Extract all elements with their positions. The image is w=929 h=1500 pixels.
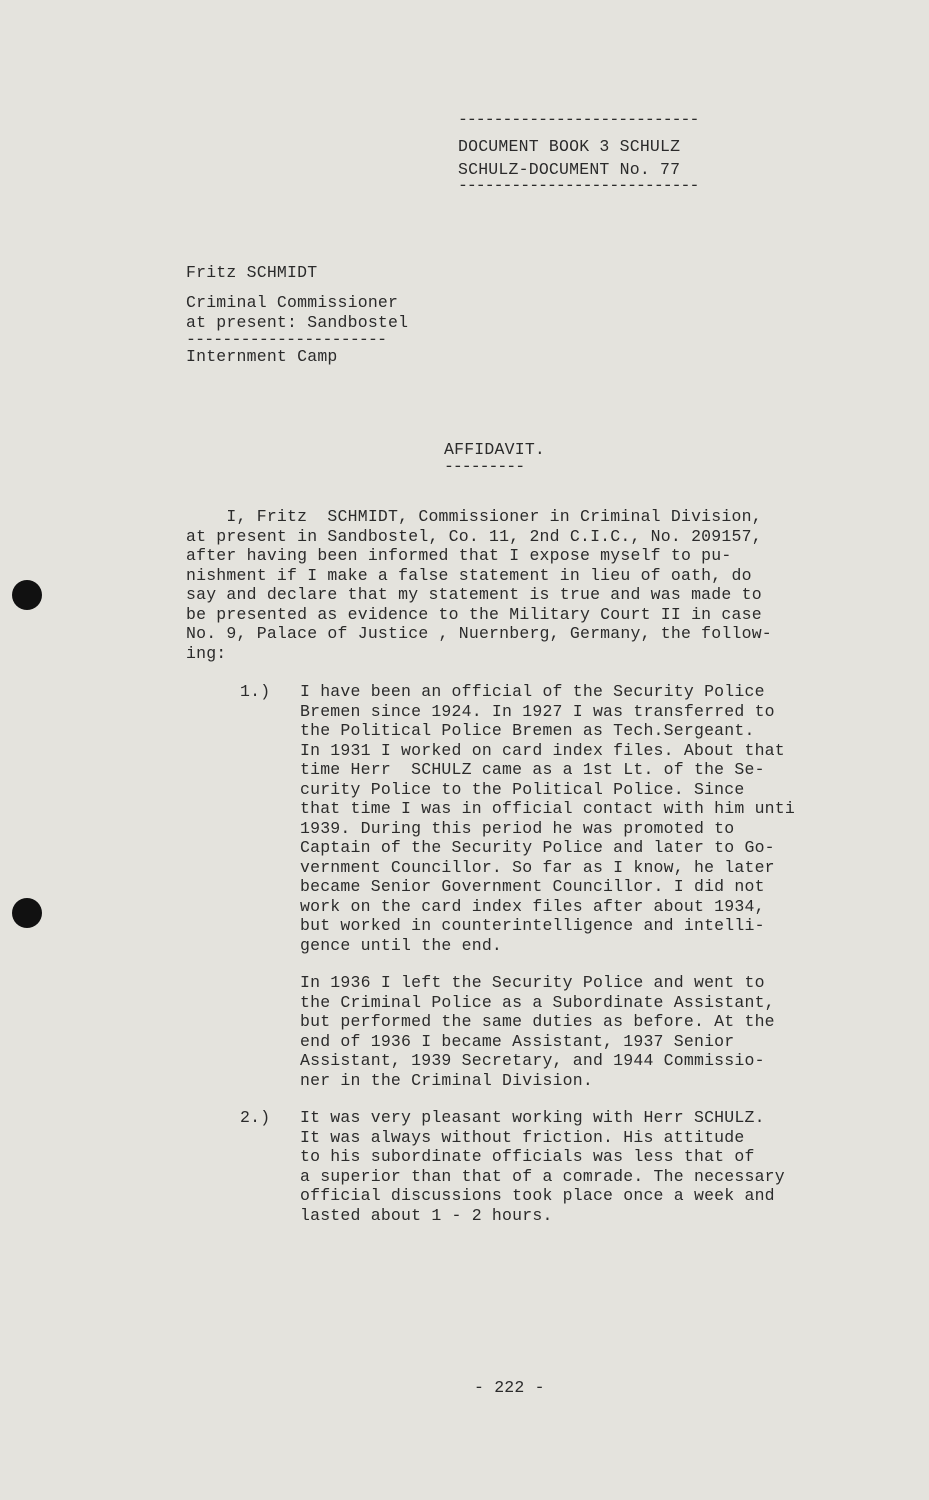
item-line: end of 1936 I became Assistant, 1937 Senior — [300, 1031, 735, 1051]
item-line: gence until the end. — [300, 935, 503, 955]
item-line: to his subordinate officials was less that of — [300, 1147, 755, 1166]
intro-line: No. 9, Palace of Justice , Nuernberg, Germany, the follow- — [186, 624, 772, 643]
header-rule-bottom: --------------------------- — [458, 181, 699, 191]
item-line: In 1936 I left the Security Police and went to — [300, 973, 765, 992]
document-header — [458, 115, 748, 191]
item-line: It was always without friction. His attitude — [300, 1127, 745, 1147]
item-line: the Criminal Police as a Subordinate Assistant, — [300, 992, 775, 1012]
item-line: 1939. During this period he was promoted to — [300, 818, 735, 838]
intro-line: ing: — [186, 643, 227, 663]
intro-line: at present in Sandbostel, Co. 11, 2nd C.I.C., No. 209157, — [186, 526, 762, 546]
item-line: became Senior Government Councillor. I did not — [300, 877, 765, 896]
intro-paragraph — [186, 507, 876, 663]
item-line: Bremen since 1924. In 1927 I was transferred to — [300, 701, 775, 721]
page-number: - 222 - — [474, 1378, 545, 1397]
item-line: the Political Police Bremen as Tech.Sergeant. — [300, 721, 755, 740]
item-line: Assistant, 1939 Secretary, and 1944 Commissio- — [300, 1051, 765, 1070]
item-line: official discussions took place once a week and — [300, 1186, 775, 1205]
intro-line: after having been informed that I expose myself to pu- — [186, 546, 732, 565]
intro-line: say and declare that my statement is true and was made to — [186, 585, 762, 604]
sender-name: Fritz SCHMIDT — [186, 263, 318, 282]
intro-line: I, Fritz SCHMIDT, Commissioner in Criminal Division, — [186, 507, 762, 526]
item-line: It was very pleasant working with Herr SCHULZ. — [300, 1108, 765, 1127]
sender-camp: Internment Camp — [186, 347, 338, 366]
item-line: I have been an official of the Security Police — [300, 682, 765, 701]
item-line: work on the card index files after about 1934, — [300, 896, 765, 916]
punch-hole-bottom — [12, 898, 42, 928]
intro-line: nishment if I make a false statement in lieu of oath, do — [186, 565, 752, 585]
document-title: AFFIDAVIT. — [444, 440, 546, 459]
item-line: time Herr SCHULZ came as a 1st Lt. of the Se- — [300, 760, 765, 779]
item-body — [300, 1108, 880, 1225]
item-line: a superior than that of a comrade. The necessary — [300, 1166, 785, 1186]
item-number: 2.) — [240, 1108, 271, 1127]
intro-line: be presented as evidence to the Military Court II in case — [186, 604, 762, 624]
item-line: In 1931 I worked on card index files. About that — [300, 740, 785, 760]
item-line: ner in the Criminal Division. — [300, 1070, 593, 1090]
punch-hole-top — [12, 580, 42, 610]
item-line: lasted about 1 - 2 hours. — [300, 1205, 553, 1225]
sender-rank: Criminal Commissioner — [186, 293, 399, 312]
item-line: vernment Councillor. So far as I know, he later — [300, 857, 775, 877]
item-line: curity Police to the Political Police. Since — [300, 779, 745, 799]
sender-block — [186, 263, 486, 367]
item-line: but worked in counterintelligence and intelli- — [300, 916, 765, 935]
header-line-2: SCHULZ-DOCUMENT No. 77 — [458, 160, 681, 179]
sender-location: at present: Sandbostel — [186, 313, 409, 332]
header-rule-top: --------------------------- — [458, 115, 699, 125]
item-line: but performed the same duties as before. At the — [300, 1012, 775, 1031]
sender-rule: ---------------------- — [186, 333, 387, 347]
item-line: that time I was in official contact with him unti — [300, 799, 795, 818]
title-underline: --------- — [444, 462, 525, 472]
item-body — [300, 682, 880, 1090]
header-line-1: DOCUMENT BOOK 3 SCHULZ — [458, 137, 681, 156]
item-line: Captain of the Security Police and later to Go- — [300, 838, 775, 857]
item-number: 1.) — [240, 682, 271, 701]
